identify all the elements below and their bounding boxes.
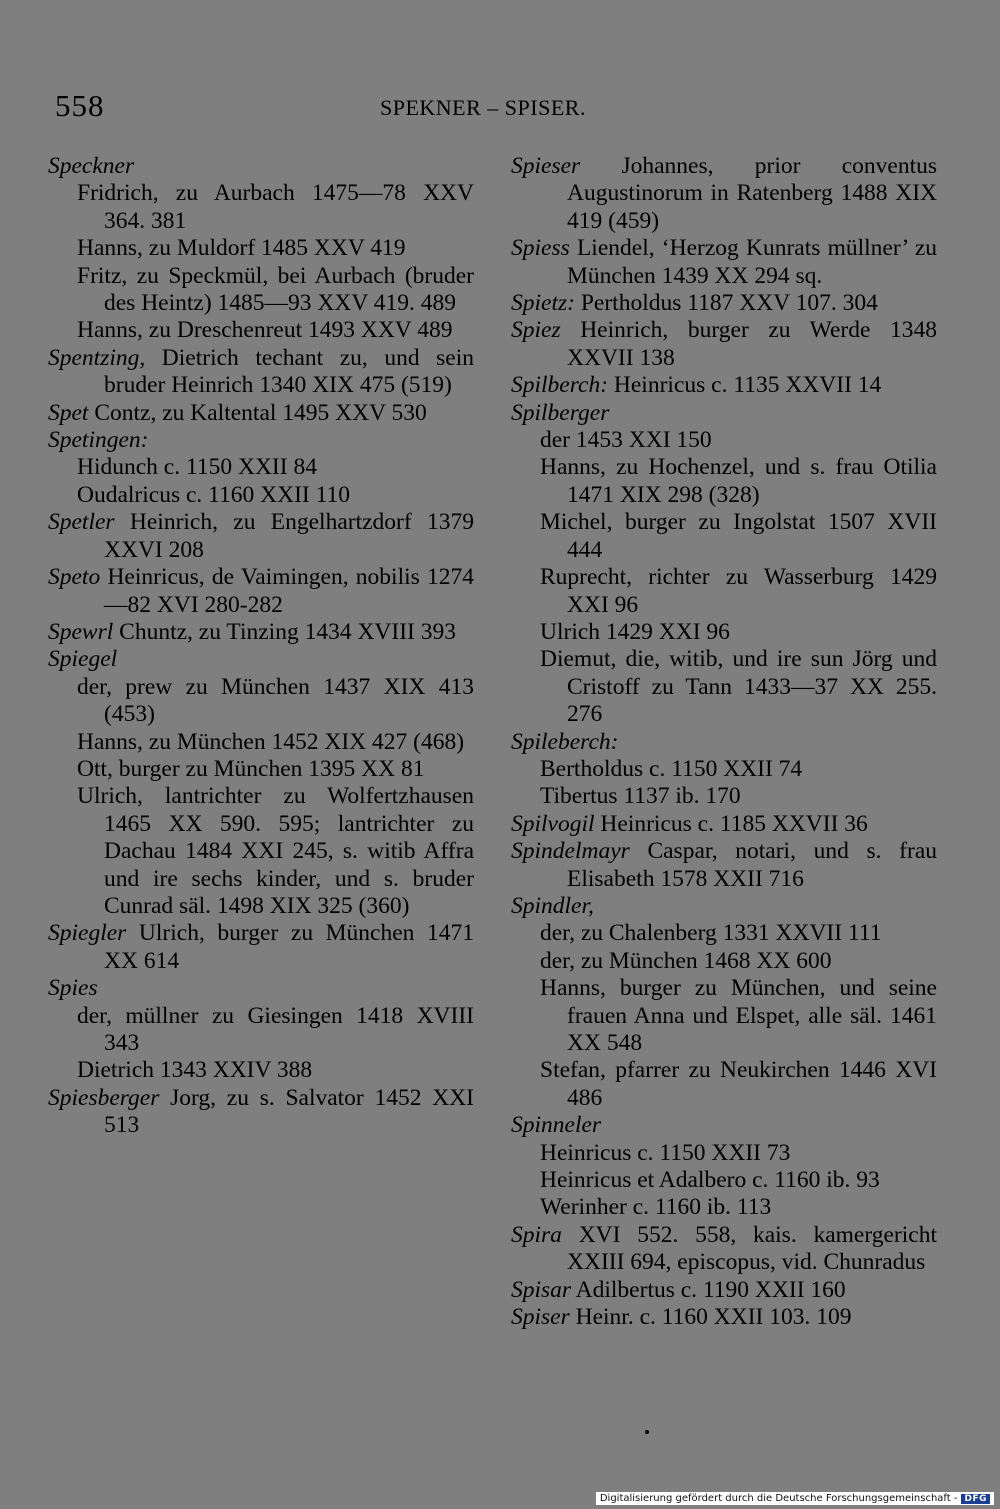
entry-headword: Spiez — [511, 317, 561, 344]
entry-text: Contz, zu Kaltental 1495 XXV 530 — [88, 399, 427, 426]
running-head: SPEKNER – SPISER. — [380, 95, 586, 120]
index-entry — [511, 729, 937, 756]
index-subentry: Ott, burger zu München 1395 XX 81 — [77, 755, 425, 782]
index-entry — [48, 564, 474, 619]
left-column — [48, 153, 474, 1140]
entry-text: Heinricus, de Vaimingen, nobilis 1274—82 XVI 280-282 — [100, 564, 474, 618]
entry-text: Caspar, notari, und s. frau Elisabeth 1578 XXII 716 — [567, 838, 937, 892]
index-entry — [511, 372, 937, 399]
entry-headword: Spiser — [511, 1304, 570, 1331]
entry-headword: Spindelmayr — [511, 838, 630, 865]
entry-headword: Spetingen: — [48, 427, 149, 454]
index-entry — [511, 838, 937, 893]
index-subentry: der, zu München 1468 XX 600 — [540, 947, 832, 974]
index-subentry: Hanns, zu Dreschenreut 1493 XXV 489 — [77, 317, 453, 344]
entry-headword: Spieser — [511, 153, 581, 179]
entry-text: XVI 552. 558, kais. kamergericht XXIII 694, episcopus, vid. Chunradus — [561, 1221, 937, 1276]
page-number: 558 — [55, 88, 105, 123]
index-subentry: Stefan, pfarrer zu Neukirchen 1446 XVI 486 — [540, 1057, 937, 1111]
index-entry — [48, 345, 474, 400]
entry-text: Pertholdus 1187 XXV 107. 304 — [574, 290, 878, 317]
index-entry — [511, 1112, 937, 1139]
index-entry — [511, 235, 937, 290]
entry-headword: Speckner — [48, 153, 135, 179]
index-subentry: der, prew zu München 1437 XIX 413 (453) — [77, 673, 474, 728]
entry-text: Ulrich, burger zu München 1471 XX 614 — [104, 920, 474, 974]
index-subentry: der 1453 XXI 150 — [540, 427, 712, 454]
entry-headword: Spileberch: — [511, 728, 619, 755]
entry-headword: Spiegler — [48, 920, 127, 947]
entry-text: Heinricus c. 1135 XXVII 14 — [608, 372, 882, 399]
index-entry — [511, 290, 937, 317]
dfg-logo-icon: DFG — [961, 1494, 990, 1504]
index-entry — [511, 811, 937, 838]
index-subentry: Heinricus c. 1150 XXII 73 — [540, 1139, 791, 1166]
right-column — [511, 153, 937, 1331]
entry-headword: Spietz: — [511, 290, 575, 317]
entry-text: Heinricus c. 1185 XXVII 36 — [594, 810, 868, 837]
footer-text: Digitalisierung gefördert durch die Deutsche Forschungsgemeinschaft - — [599, 1493, 958, 1504]
index-entry — [48, 646, 474, 673]
index-subentry: Michel, burger zu Ingolstat 1507 XVII 444 — [540, 509, 937, 563]
footer-banner — [596, 1492, 994, 1505]
index-subentry: Ruprecht, richter zu Wasserburg 1429 XXI 96 — [540, 564, 937, 618]
entry-headword: Spilvogil — [511, 810, 595, 837]
index-subentry: der, zu Chalenberg 1331 XXVII 111 — [540, 920, 882, 947]
entry-text: Liendel, ‘Herzog Kunrats müllner’ zu München 1439 XX 294 sq. — [567, 235, 937, 289]
index-entry — [511, 153, 937, 235]
index-subentry: Hanns, zu Hochenzel, und s. frau Otilia 1471 XIX 298 (328) — [540, 454, 937, 508]
index-subentry: der, müllner zu Giesingen 1418 XVIII 343 — [77, 1002, 474, 1056]
entry-headword: Spiegel — [48, 646, 118, 673]
index-entry — [511, 1277, 937, 1304]
index-entry — [48, 153, 474, 180]
entry-headword: Speto — [48, 564, 101, 591]
index-subentry: Hanns, zu Muldorf 1485 XXV 419 — [77, 235, 406, 262]
entry-headword: Spisar — [511, 1276, 572, 1303]
index-entry — [48, 619, 474, 646]
entry-text: Dietrich techant zu, und sein bruder Heinrich 1340 XIX 475 (519) — [104, 344, 474, 399]
index-entry — [48, 509, 474, 564]
index-entry — [48, 427, 474, 454]
index-subentry: Diemut, die, witib, und ire sun Jörg und Cristoff zu Tann 1433—37 XX 255. 276 — [540, 646, 937, 728]
entry-headword: Spiesberger — [48, 1084, 160, 1111]
index-entry — [511, 1222, 937, 1277]
index-entry — [48, 400, 474, 427]
entry-headword: Spies — [48, 975, 98, 1002]
index-subentry: Tibertus 1137 ib. 170 — [540, 783, 741, 810]
index-entry — [511, 893, 937, 920]
entry-text: Chuntz, zu Tinzing 1434 XVIII 393 — [113, 618, 456, 645]
index-entry — [48, 975, 474, 1002]
entry-headword: Spetler — [48, 509, 115, 536]
entry-headword: Spira — [511, 1221, 562, 1248]
index-subentry: Bertholdus c. 1150 XXII 74 — [540, 755, 803, 782]
entry-text: Adilbertus c. 1190 XXII 160 — [571, 1276, 846, 1303]
index-subentry: Fritz, zu Speckmül, bei Aurbach (bruder des Heintz) 1485—93 XXV 419. 489 — [77, 262, 474, 317]
entry-text: Heinrich, zu Engelhartzdorf 1379 XXVI 208 — [104, 509, 474, 563]
index-subentry: Werinher c. 1160 ib. 113 — [540, 1194, 772, 1221]
index-subentry: Ulrich, lantrichter zu Wolfertzhausen 1465 XX 590. 595; lantrichter zu Dachau 1484 XXI 245, s. witib Affra und ire sechs kinder, und s. bruder Cunrad säl. 1498 XIX 325 (360) — [77, 783, 474, 919]
index-subentry: Hanns, zu München 1452 XIX 427 (468) — [77, 728, 465, 755]
entry-headword: Spinneler — [511, 1112, 602, 1139]
index-subentry: Oudalricus c. 1160 XXII 110 — [77, 481, 351, 508]
index-subentry: Heinricus et Adalbero c. 1160 ib. 93 — [540, 1167, 880, 1194]
index-entry — [511, 317, 937, 372]
entry-headword: Spewrl — [48, 618, 114, 645]
entry-text: Jorg, zu s. Salvator 1452 XXI 513 — [104, 1084, 474, 1139]
index-entry — [48, 920, 474, 975]
index-entry — [511, 1304, 937, 1331]
entry-headword: Spiess — [511, 235, 570, 262]
page-speck — [645, 1430, 649, 1434]
index-subentry: Ulrich 1429 XXI 96 — [540, 618, 730, 645]
entry-headword: Spentzing, — [48, 344, 146, 371]
index-subentry: Hanns, burger zu München, und seine frauen Anna und Elspet, alle säl. 1461 XX 548 — [540, 975, 937, 1056]
index-subentry: Fridrich, zu Aurbach 1475—78 XXV 364. 381 — [77, 180, 474, 234]
index-subentry: Hidunch c. 1150 XXII 84 — [77, 454, 317, 481]
entry-text: Heinrich, burger zu Werde 1348 XXVII 138 — [560, 317, 937, 371]
entry-text: Heinr. c. 1160 XXII 103. 109 — [569, 1304, 852, 1331]
entry-headword: Spindler, — [511, 892, 594, 919]
index-entry — [48, 1085, 474, 1140]
entry-headword: Spilberch: — [511, 372, 609, 399]
entry-headword: Spilberger — [511, 399, 610, 426]
index-entry — [511, 400, 937, 427]
index-subentry: Dietrich 1343 XXIV 388 — [77, 1057, 313, 1084]
entry-headword: Spet — [48, 399, 89, 426]
entry-text: Johannes, prior conventus Augustinorum in Ratenberg 1488 XIX 419 (459) — [567, 153, 937, 234]
